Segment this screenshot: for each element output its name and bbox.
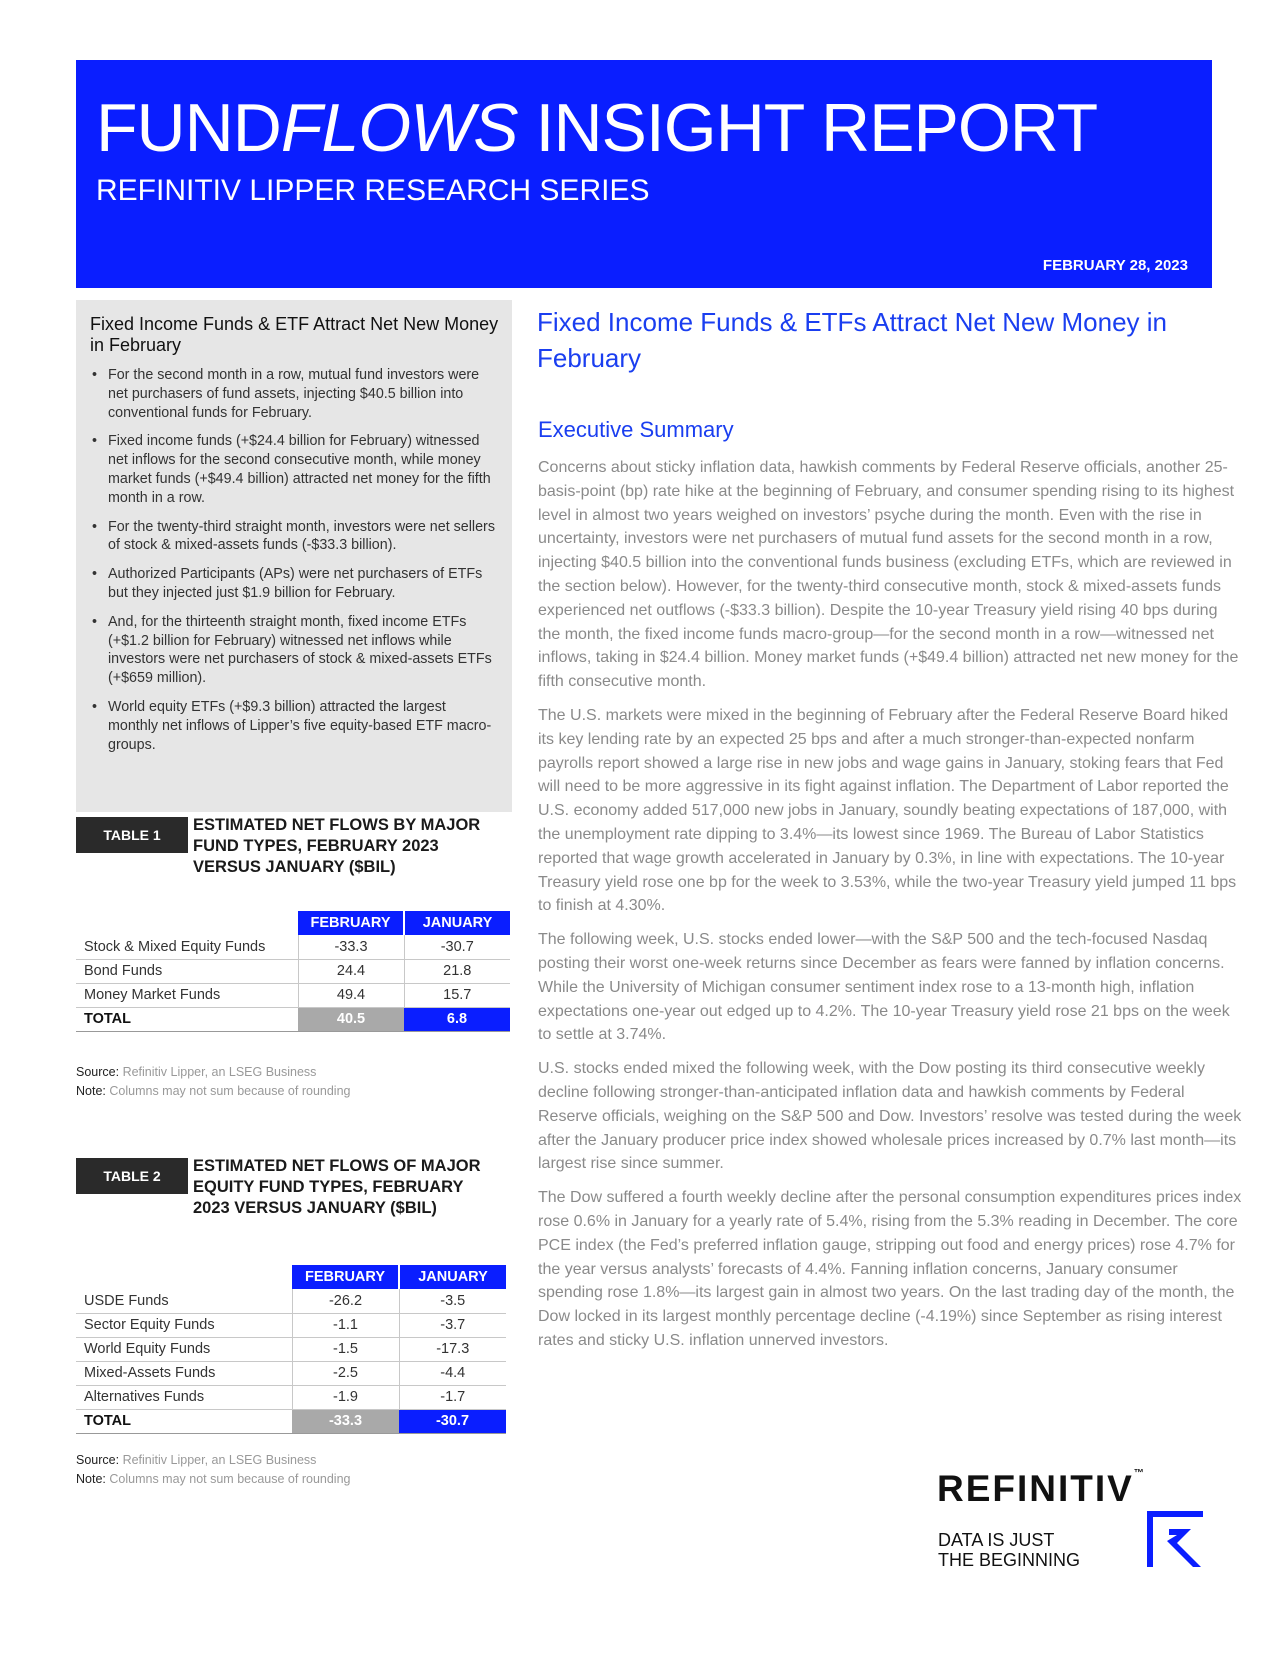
note-text: Columns may not sum because of rounding <box>109 1472 351 1486</box>
table2-title: ESTIMATED NET FLOWS OF MAJOR EQUITY FUND TYPES, FEBRUARY 2023 VERSUS JANUARY ($BIL) <box>193 1157 481 1217</box>
table-header: FEBRUARY <box>298 911 404 935</box>
row-name: Bond Funds <box>76 959 298 983</box>
paragraph: The U.S. markets were mixed in the beginning of February after the Federal Reserve Board hiked its key lending rate by an expected 25 bps and after a much stronger-than-expected nonfarm payrolls report showed a large rise in new jobs and wage gains in January, stoking fears that Fed will need to be more aggressive in its fight against inflation. The Department of Labor reported the U.S. economy added 517,000 new jobs in January, soundly beating expectations of 187,000, with the unemployment rate dipping to 3.4%—its lowest since 1969. The Bureau of Labor Statistics reported that wage growth accelerated in January by 0.3%, in line with expectations. The 10-year Treasury yield rose one bp for the week to 3.53%, while the two-year Treasury yield jumped 11 bps to finish at 4.30%. <box>538 706 1237 915</box>
article-title: Fixed Income Funds & ETFs Attract Net New Money in February <box>537 307 1168 373</box>
report-banner <box>76 60 1212 288</box>
paragraph: The Dow suffered a fourth weekly decline after the personal consumption expenditures prices index rose 0.6% in January for a yearly rate of 5.4%, rising from the 5.3% reading in December. The core PCE index (the Fed’s preferred inflation gauge, stripping out food and energy prices) rose 4.7% for the year versus analysts’ forecasts of 4.4%. Fanning inflation concerns, January consumer spending rose 1.8%—its largest gain in almost two years. On the last trading day of the month, the Dow locked in its largest monthly percentage decline (-4.19%) since September as rising interest rates and sticky U.S. inflation unnerved investors. <box>538 1189 1242 1349</box>
table-row <box>76 983 510 1007</box>
list-item: • World equity ETFs (+$9.3 billion) attracted the largest monthly net inflows of Lipper’s five equity-based ETF macro-groups. <box>90 698 498 754</box>
row-feb: -26.2 <box>292 1289 399 1313</box>
article-body <box>538 456 1244 1363</box>
table-total-row <box>76 1409 506 1433</box>
row-feb: -1.1 <box>292 1313 399 1337</box>
refinitiv-mark-icon <box>1143 1507 1207 1571</box>
table-total-row <box>76 1007 510 1031</box>
row-feb: 24.4 <box>298 959 404 983</box>
table1-title: ESTIMATED NET FLOWS BY MAJOR FUND TYPES, FEBRUARY 2023 VERSUS JANUARY ($BIL) <box>193 816 481 876</box>
row-feb: -1.9 <box>292 1385 399 1409</box>
table-header: JANUARY <box>404 911 510 935</box>
total-label: TOTAL <box>76 1409 292 1433</box>
table-row <box>76 1289 506 1313</box>
list-item: • Fixed income funds (+$24.4 billion for February) witnessed net inflows for the second consecutive month, while money market funds (+$49.4 billion) attracted net money for the fifth month in a row. <box>90 432 498 507</box>
section-heading: Executive Summary <box>538 417 734 442</box>
list-item: • Authorized Participants (APs) were net purchasers of ETFs but they injected just $1.9 billion for February. <box>90 565 498 603</box>
table-header: JANUARY <box>399 1265 506 1289</box>
total-feb: 40.5 <box>298 1007 404 1031</box>
highlights-list <box>90 366 496 754</box>
highlights-box <box>76 300 512 812</box>
table-header: FEBRUARY <box>292 1265 399 1289</box>
source-label: Source: <box>76 1065 120 1079</box>
note-label: Note: <box>76 1084 106 1098</box>
row-jan: 15.7 <box>404 983 510 1007</box>
table-header-blank <box>76 1265 292 1289</box>
refinitiv-logo: REFINITIV™ <box>937 1468 1144 1509</box>
table-row <box>76 1361 506 1385</box>
table2 <box>76 1265 506 1434</box>
row-jan: 21.8 <box>404 959 510 983</box>
source-text: Refinitiv Lipper, an LSEG Business <box>122 1453 317 1467</box>
source-label: Source: <box>76 1453 120 1467</box>
paragraph: Concerns about sticky inflation data, hawkish comments by Federal Reserve officials, another 25-basis-point (bp) rate hike at the beginning of February, and consumer spending rising to its highest level in almost two years weighed on investors’ psyche during the month. Even with the rise in uncertainty, investors were net purchasers of mutual fund assets for the second month in a row, injecting $40.5 billion into the conventional funds business (excluding ETFs, which are reviewed in the section below). However, for the twenty-third consecutive month, stock & mixed-assets funds experienced net outflows (-$33.3 billion). Despite the 10-year Treasury yield rising 40 bps during the month, the fixed income funds macro-group—for the second month in a row—witnessed net inflows, taking in $24.4 billion. Money market funds (+$49.4 billion) attracted net new money for the fifth consecutive month. <box>538 459 1239 691</box>
row-jan: -30.7 <box>404 935 510 959</box>
row-name: Mixed-Assets Funds <box>76 1361 292 1385</box>
list-item: • For the second month in a row, mutual fund investors were net purchasers of fund assets, injecting $40.5 billion into conventional funds for February. <box>90 366 498 422</box>
report-date: FEBRUARY 28, 2023 <box>1042 257 1188 274</box>
row-name: Stock & Mixed Equity Funds <box>76 935 298 959</box>
note-label: Note: <box>76 1472 106 1486</box>
total-jan: 6.8 <box>404 1007 510 1031</box>
row-name: USDE Funds <box>76 1289 292 1313</box>
note-text: Columns may not sum because of rounding <box>109 1084 351 1098</box>
report-title: FUNDFLOWS INSIGHT REPORT <box>96 90 1098 166</box>
row-jan: -3.7 <box>399 1313 506 1337</box>
row-jan: -3.5 <box>399 1289 506 1313</box>
table-row <box>76 1385 506 1409</box>
row-feb: 49.4 <box>298 983 404 1007</box>
row-jan: -4.4 <box>399 1361 506 1385</box>
paragraph: The following week, U.S. stocks ended lower—with the S&P 500 and the tech-focused Nasdaq posting their worst one-week returns since December as fears were fanned by inflation concerns. While the University of Michigan consumer sentiment index rose to a 13-month high, inflation expectations one-year out edged up to 4.2%. The 10-year Treasury yield rose 21 bps on the week to settle at 3.74%. <box>538 931 1230 1044</box>
report-subtitle: REFINITIV LIPPER RESEARCH SERIES <box>96 174 650 207</box>
paragraph: U.S. stocks ended mixed the following week, with the Dow posting its third consecutive weekly decline following stronger-than-anticipated inflation data and hawkish comments by Federal Reserve officials, weighing on the S&P 500 and Dow. Investors’ resolve was tested during the week after the January producer price index showed wholesale prices increased by 0.7% last month—its largest rise since summer. <box>538 1060 1242 1173</box>
row-name: Alternatives Funds <box>76 1385 292 1409</box>
row-name: Money Market Funds <box>76 983 298 1007</box>
total-jan: -30.7 <box>399 1409 506 1433</box>
table1-label: TABLE 1 <box>76 817 188 853</box>
list-item: • For the twenty-third straight month, investors were net sellers of stock & mixed-assets funds (-$33.3 billion). <box>90 518 498 556</box>
table-header-blank <box>76 911 298 935</box>
list-item: • And, for the thirteenth straight month, fixed income ETFs (+$1.2 billion for February) witnessed net inflows while investors were net purchasers of stock & mixed-assets ETFs (+$659 million). <box>90 613 498 688</box>
table2-label: TABLE 2 <box>76 1158 188 1194</box>
row-name: Sector Equity Funds <box>76 1313 292 1337</box>
row-feb: -2.5 <box>292 1361 399 1385</box>
table2-notes <box>76 1451 350 1489</box>
highlights-title: Fixed Income Funds & ETF Attract Net New Money in February <box>90 314 499 355</box>
total-label: TOTAL <box>76 1007 298 1031</box>
total-feb: -33.3 <box>292 1409 399 1433</box>
table1-notes <box>76 1063 350 1101</box>
row-jan: -1.7 <box>399 1385 506 1409</box>
logo-tagline: DATA IS JUST THE BEGINNING <box>938 1530 1081 1570</box>
source-text: Refinitiv Lipper, an LSEG Business <box>122 1065 317 1079</box>
table-row <box>76 1337 506 1361</box>
table-row <box>76 935 510 959</box>
row-jan: -17.3 <box>399 1337 506 1361</box>
table1 <box>76 911 510 1032</box>
row-feb: -1.5 <box>292 1337 399 1361</box>
table-row <box>76 1313 506 1337</box>
row-name: World Equity Funds <box>76 1337 292 1361</box>
table-row <box>76 959 510 983</box>
row-feb: -33.3 <box>298 935 404 959</box>
